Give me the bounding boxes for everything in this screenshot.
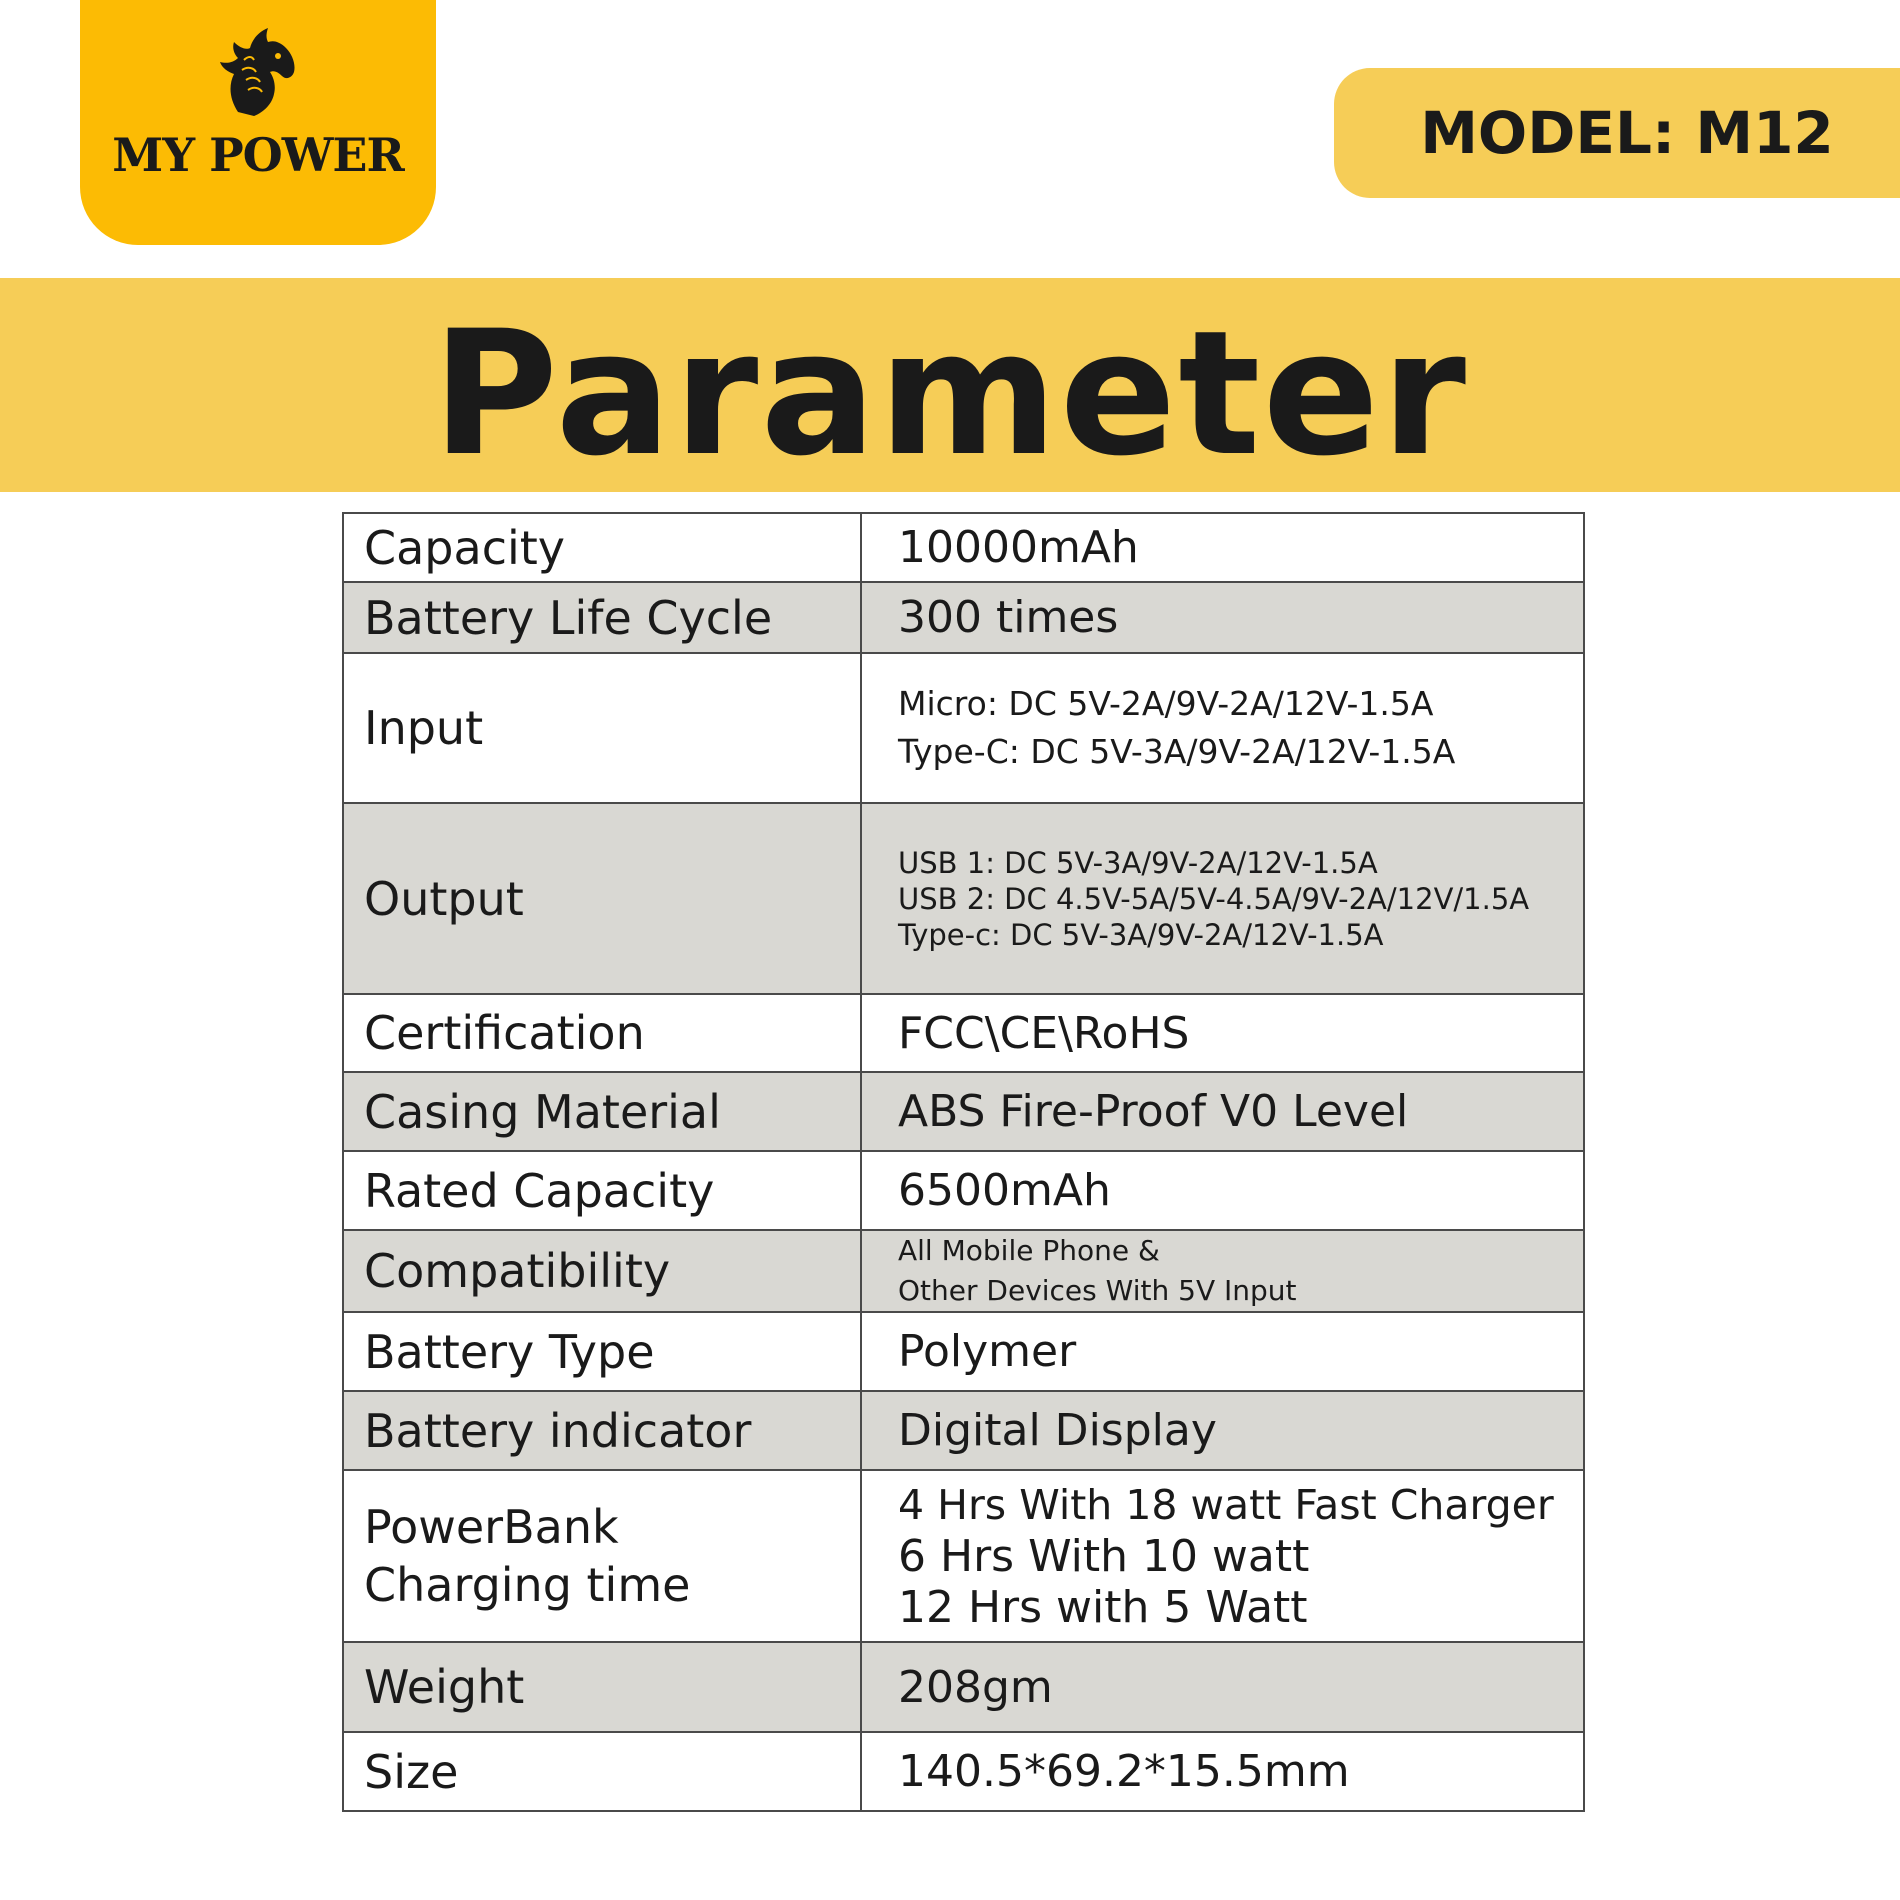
horse-head-icon — [208, 20, 308, 120]
spec-label: Weight — [343, 1642, 861, 1732]
spec-row-input — [343, 653, 1584, 803]
spec-label: Certification — [343, 994, 861, 1072]
spec-value: All Mobile Phone & Other Devices With 5V Input — [861, 1230, 1584, 1312]
spec-label: Battery Life Cycle — [343, 582, 861, 653]
model-label: MODEL: M12 — [1420, 99, 1834, 167]
spec-label: PowerBank Charging time — [343, 1470, 861, 1642]
spec-value: Micro: DC 5V-2A/9V-2A/12V-1.5A Type-C: DC 5V-3A/9V-2A/12V-1.5A — [861, 653, 1584, 803]
spec-value: 10000mAh — [861, 513, 1584, 582]
spec-row-output — [343, 803, 1584, 994]
spec-row-battery-life-cycle — [343, 582, 1584, 653]
spec-label: Input — [343, 653, 861, 803]
page-title: Parameter — [432, 293, 1468, 494]
spec-value: Digital Display — [861, 1391, 1584, 1470]
spec-value: 140.5*69.2*15.5mm — [861, 1732, 1584, 1811]
spec-value: 208gm — [861, 1642, 1584, 1732]
spec-row-charging-time — [343, 1470, 1584, 1642]
spec-label: Output — [343, 803, 861, 994]
spec-label: Battery indicator — [343, 1391, 861, 1470]
spec-value: Polymer — [861, 1312, 1584, 1391]
spec-row-casing-material — [343, 1072, 1584, 1151]
model-badge — [1334, 68, 1900, 198]
spec-value: 300 times — [861, 582, 1584, 653]
spec-row-compatibility — [343, 1230, 1584, 1312]
spec-label: Compatibility — [343, 1230, 861, 1312]
spec-row-weight — [343, 1642, 1584, 1732]
spec-label: Casing Material — [343, 1072, 861, 1151]
spec-label: Capacity — [343, 513, 861, 582]
spec-value: USB 1: DC 5V-3A/9V-2A/12V-1.5A USB 2: DC 4.5V-5A/5V-4.5A/9V-2A/12V/1.5A Type-c: DC 5V-3A/9V-2A/12V-1.5A — [861, 803, 1584, 994]
spec-label: Battery Type — [343, 1312, 861, 1391]
spec-value: 6500mAh — [861, 1151, 1584, 1230]
brand-name: MY POWER — [112, 128, 404, 182]
spec-row-size — [343, 1732, 1584, 1811]
spec-label: Rated Capacity — [343, 1151, 861, 1230]
spec-row-rated-capacity — [343, 1151, 1584, 1230]
spec-table — [342, 512, 1585, 1812]
brand-logo — [80, 0, 436, 245]
spec-value: ABS Fire-Proof V0 Level — [861, 1072, 1584, 1151]
spec-row-capacity — [343, 513, 1584, 582]
spec-value: FCC\CE\RoHS — [861, 994, 1584, 1072]
spec-row-battery-type — [343, 1312, 1584, 1391]
spec-row-certification — [343, 994, 1584, 1072]
title-banner — [0, 278, 1900, 492]
spec-value: 4 Hrs With 18 watt Fast Charger 6 Hrs With 10 watt 12 Hrs with 5 Watt — [861, 1470, 1584, 1642]
spec-label: Size — [343, 1732, 861, 1811]
spec-row-battery-indicator — [343, 1391, 1584, 1470]
